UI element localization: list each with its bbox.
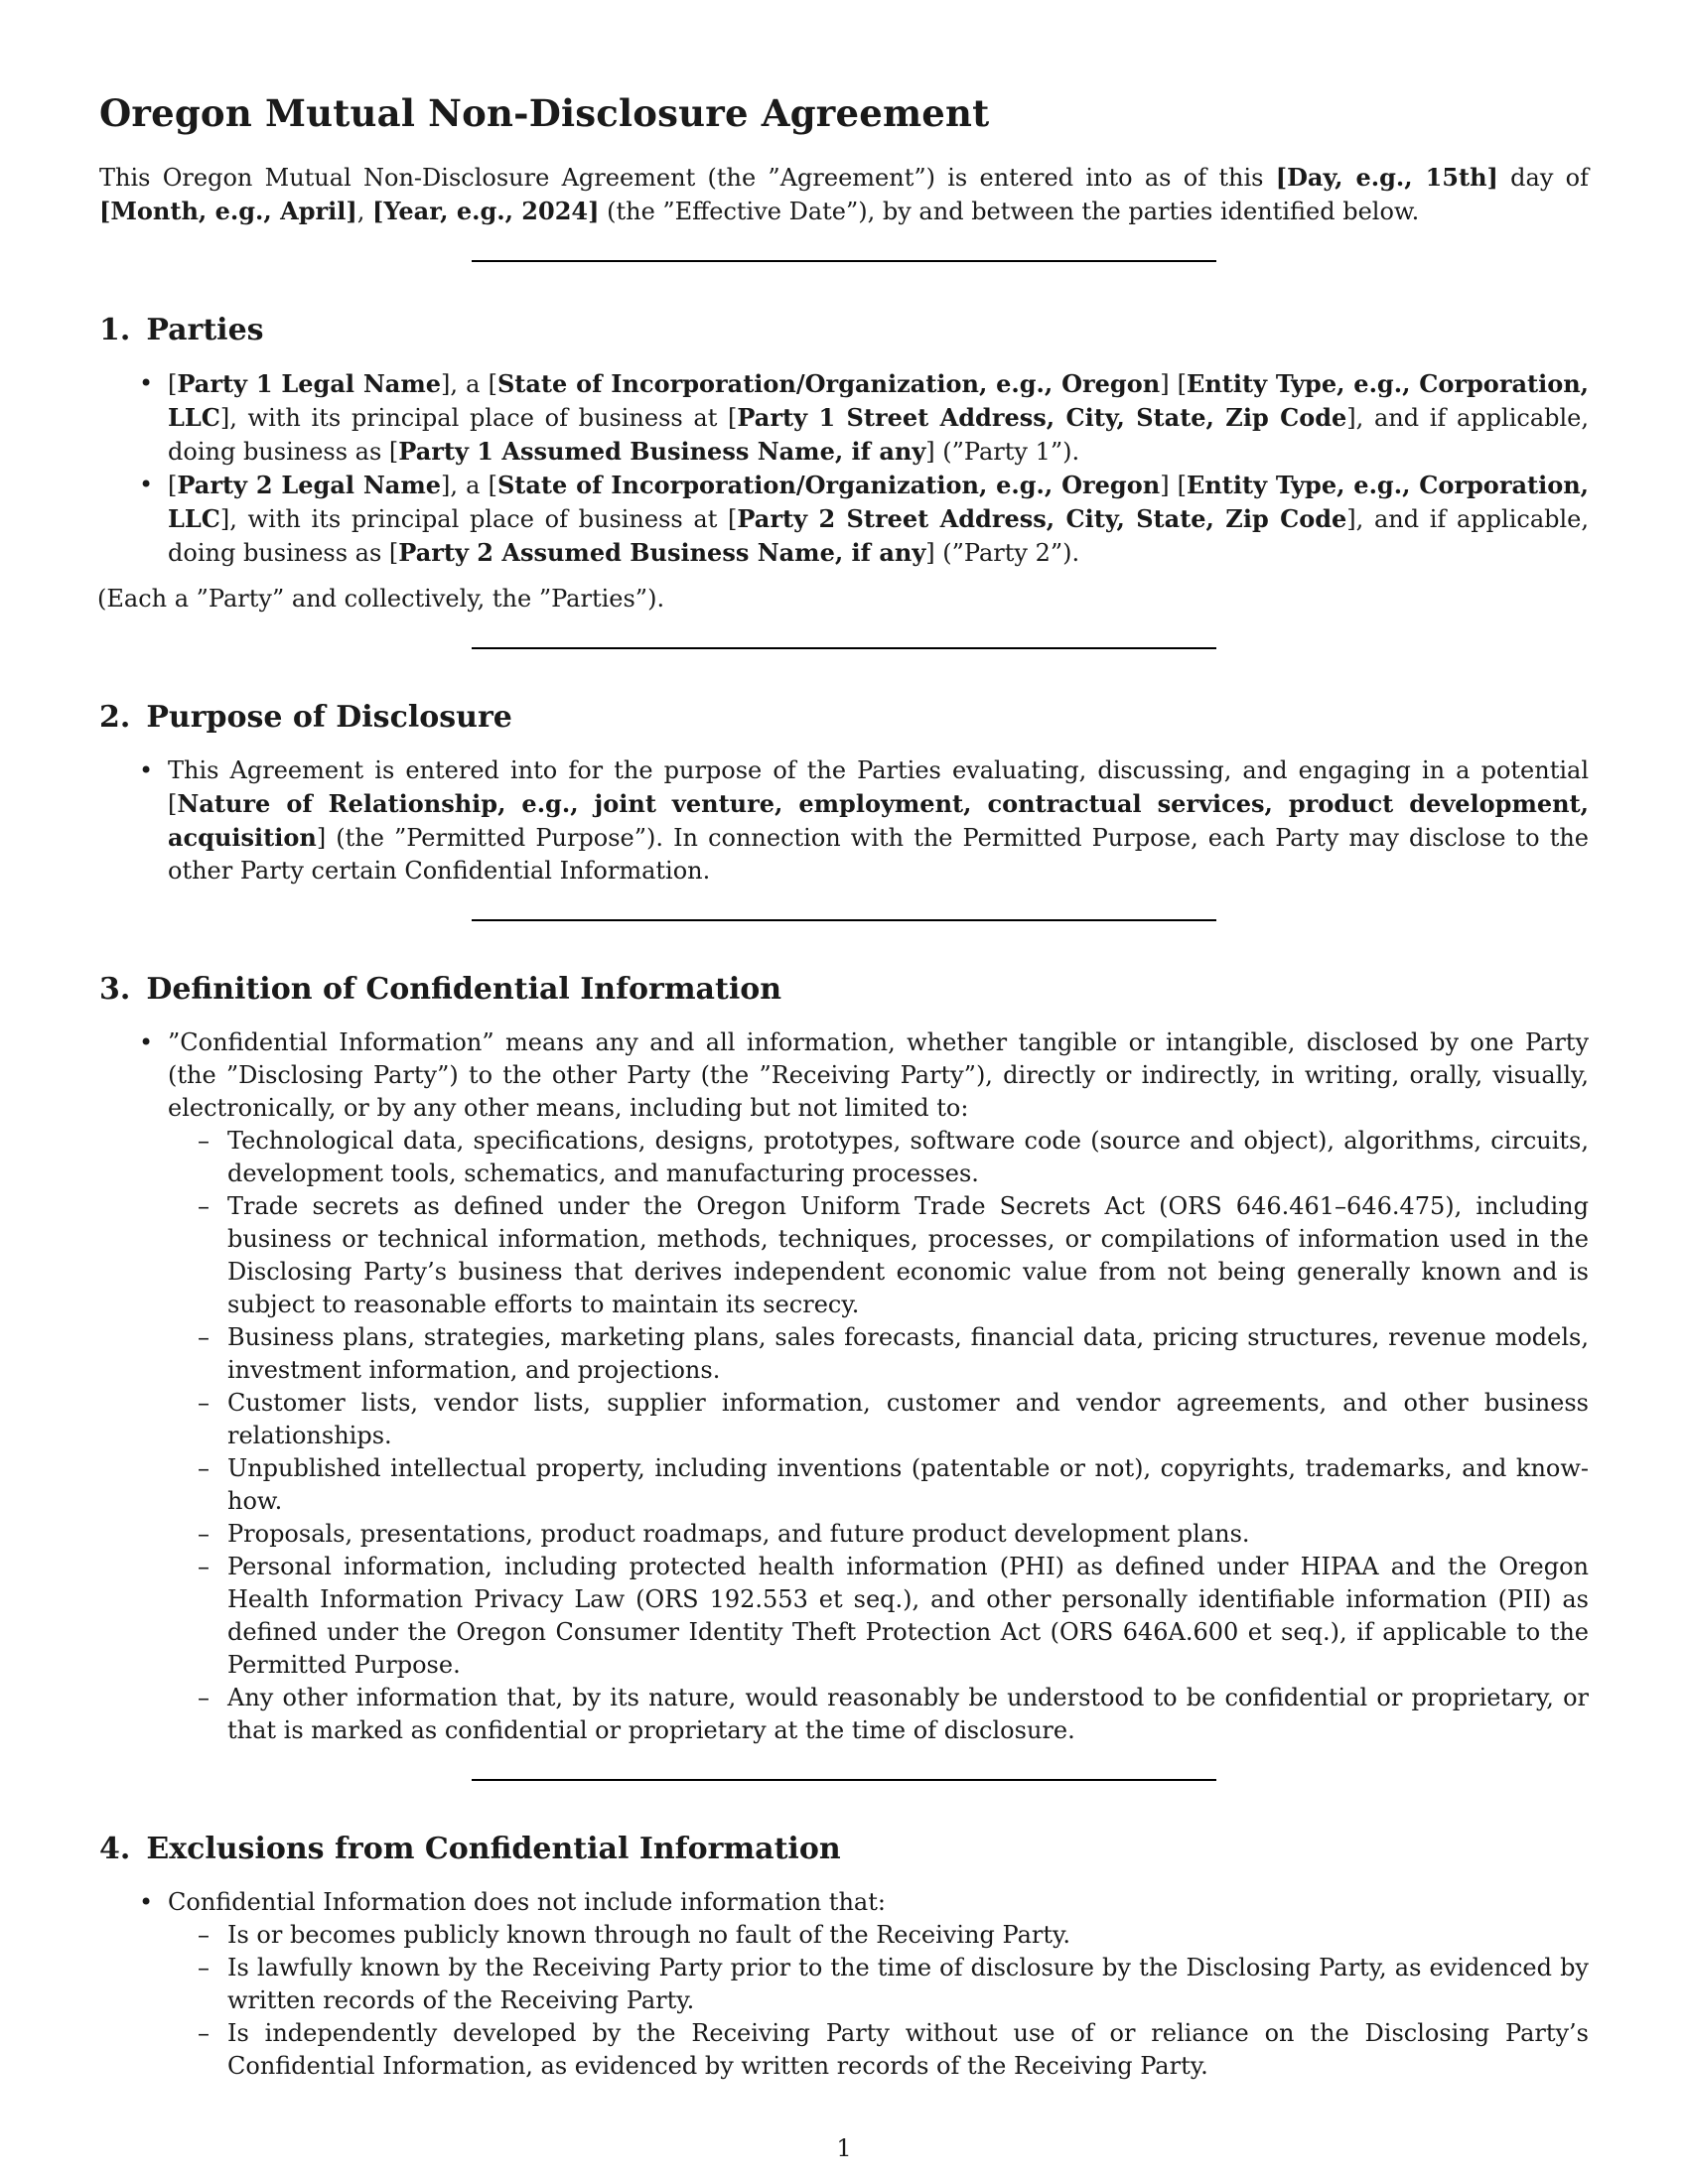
parties-collective-note: (Each a ”Party” and collectively, the ”Parties”). (97, 585, 665, 613)
list-item: – Personal information, including protected health information (PHI) as defined under HIPAA and the Oregon Health Information Privacy Law (ORS 192.553 et seq.), and other personally identifiable information (PII) as defined under the Oregon Consumer Identity Theft Protection Act (ORS 646A.600 et seq.), if applicable to the Permitted Purpose. (168, 1551, 1589, 1682)
list-item: – Is or becomes publicly known through no fault of the Receiving Party. (168, 1919, 1589, 1952)
day-placeholder: [Day, e.g., 15th] (1275, 163, 1498, 192)
section-divider (472, 919, 1216, 921)
text: This Agreement is entered into for the purpose of the Parties evaluating, discussing, and engaging in a potential [ (168, 756, 1589, 818)
party-2-abn-placeholder: Party 2 Assumed Business Name, if any (398, 538, 926, 567)
purpose-item (99, 754, 1589, 887)
party-2-state-placeholder: State of Incorporation/Organization, e.g., Oregon (496, 471, 1161, 499)
exclusions-list (99, 1886, 1589, 2083)
text: ], with its principal place of business at [ (219, 505, 738, 533)
text: ], and if applicable, doing business as [ (168, 505, 1589, 567)
text: ] (”Party 1”). (925, 438, 1080, 466)
party-2-name-placeholder: Party 2 Legal Name (177, 471, 442, 499)
section-title: Exclusions from Confidential Information (146, 1832, 841, 1866)
intro-text: day of (1497, 164, 1589, 192)
section-heading-definition (99, 972, 1589, 1007)
text: [ (168, 472, 178, 499)
year-placeholder: [Year, e.g., 2024] (372, 197, 600, 225)
definition-item (99, 1026, 1589, 1747)
relationship-placeholder: Nature of Relationship, e.g., joint venture, employment, contractual services, product development, acquisition (168, 789, 1589, 852)
text: ], a [ (441, 472, 497, 499)
intro-text: (the ”Effective Date”), by and between the parties identified below. (599, 198, 1420, 225)
text: ] [ (1160, 370, 1188, 398)
party-1-item (99, 367, 1589, 469)
text: ], a [ (441, 370, 497, 398)
list-item: – Any other information that, by its nature, would reasonably be understood to be confidential or proprietary, or that is marked as confidential or proprietary at the time of disclosure. (168, 1682, 1589, 1747)
definition-lead-text: ”Confidential Information” means any and all information, whether tangible or intangible, disclosed by one Party (the ”Disclosing Party”) to the other Party (the ”Receiving Party”), directly or indirectly, in writing, orally, visually, electronically, or by any other means, including but not limited to: (168, 1028, 1589, 1122)
list-item: – Business plans, strategies, marketing plans, sales forecasts, financial data, pricing structures, revenue models, investment information, and projections. (168, 1321, 1589, 1387)
list-item: – Trade secrets as defined under the Oregon Uniform Trade Secrets Act (ORS 646.461–646.475), including business or technical information, methods, techniques, processes, or compilations of information used in the Disclosing Party’s business that derives independent economic value from not being generally known and is subject to reasonable efforts to maintain its secrecy. (168, 1190, 1589, 1321)
intro-text: This Oregon Mutual Non-Disclosure Agreement (the ”Agreement”) is entered into as of this (99, 164, 1276, 192)
party-1-address-placeholder: Party 1 Street Address, City, State, Zip Code (737, 403, 1347, 432)
text: ] (the ”Permitted Purpose”). In connection with the Permitted Purpose, each Party may disclose to the other Party certain Confidential Information. (168, 824, 1589, 885)
definition-sublist (168, 1125, 1589, 1747)
section-title: Definition of Confidential Information (146, 972, 782, 1007)
section-divider (472, 1779, 1216, 1781)
text: ] (”Party 2”). (925, 539, 1080, 567)
document-page (99, 91, 1589, 2083)
party-2-item (99, 469, 1589, 570)
text: [ (168, 370, 178, 398)
document-title: Oregon Mutual Non-Disclosure Agreement (99, 91, 990, 135)
section-number: 3. (99, 972, 131, 1007)
party-1-name-placeholder: Party 1 Legal Name (177, 369, 442, 398)
exclusions-item (99, 1886, 1589, 2083)
party-1-state-placeholder: State of Incorporation/Organization, e.g., Oregon (496, 369, 1161, 398)
list-item: – Customer lists, vendor lists, supplier information, customer and vendor agreements, and other business relationships. (168, 1387, 1589, 1452)
intro-text: , (356, 198, 372, 225)
section-number: 4. (99, 1832, 131, 1866)
exclusions-lead-text: Confidential Information does not include information that: (168, 1888, 886, 1916)
section-number: 2. (99, 700, 131, 735)
section-divider (472, 260, 1216, 262)
parties-list (99, 367, 1589, 570)
text: ], and if applicable, doing business as [ (168, 404, 1589, 466)
party-2-address-placeholder: Party 2 Street Address, City, State, Zip Code (737, 504, 1347, 533)
section-heading-parties (99, 313, 1589, 347)
section-number: 1. (99, 313, 131, 347)
section-title: Parties (146, 313, 264, 347)
list-item: – Unpublished intellectual property, including inventions (patentable or not), copyrights, trademarks, and know-how. (168, 1452, 1589, 1518)
list-item: – Proposals, presentations, product roadmaps, and future product development plans. (168, 1518, 1589, 1551)
party-2-entity-placeholder: Entity Type, e.g., Corporation, LLC (168, 471, 1590, 533)
party-1-entity-placeholder: Entity Type, e.g., Corporation, LLC (168, 369, 1590, 432)
text: ] [ (1160, 472, 1188, 499)
section-heading-exclusions (99, 1832, 1589, 1866)
page-number: 1 (836, 2134, 852, 2162)
section-divider (472, 647, 1216, 649)
purpose-list (99, 754, 1589, 887)
intro-paragraph (99, 161, 1589, 228)
list-item: – Technological data, specifications, designs, prototypes, software code (source and object), algorithms, circuits, development tools, schematics, and manufacturing processes. (168, 1125, 1589, 1190)
list-item: – Is lawfully known by the Receiving Party prior to the time of disclosure by the Disclosing Party, as evidenced by written records of the Receiving Party. (168, 1952, 1589, 2017)
text: ], with its principal place of business at [ (219, 404, 738, 432)
party-1-abn-placeholder: Party 1 Assumed Business Name, if any (398, 437, 926, 466)
section-title: Purpose of Disclosure (146, 700, 512, 735)
exclusions-sublist (168, 1919, 1589, 2083)
definition-list (99, 1026, 1589, 1747)
list-item: – Is independently developed by the Receiving Party without use of or reliance on the Disclosing Party’s Confidential Information, as evidenced by written records of the Receiving Party. (168, 2017, 1589, 2083)
month-placeholder: [Month, e.g., April] (99, 197, 357, 225)
section-heading-purpose (99, 700, 1589, 735)
